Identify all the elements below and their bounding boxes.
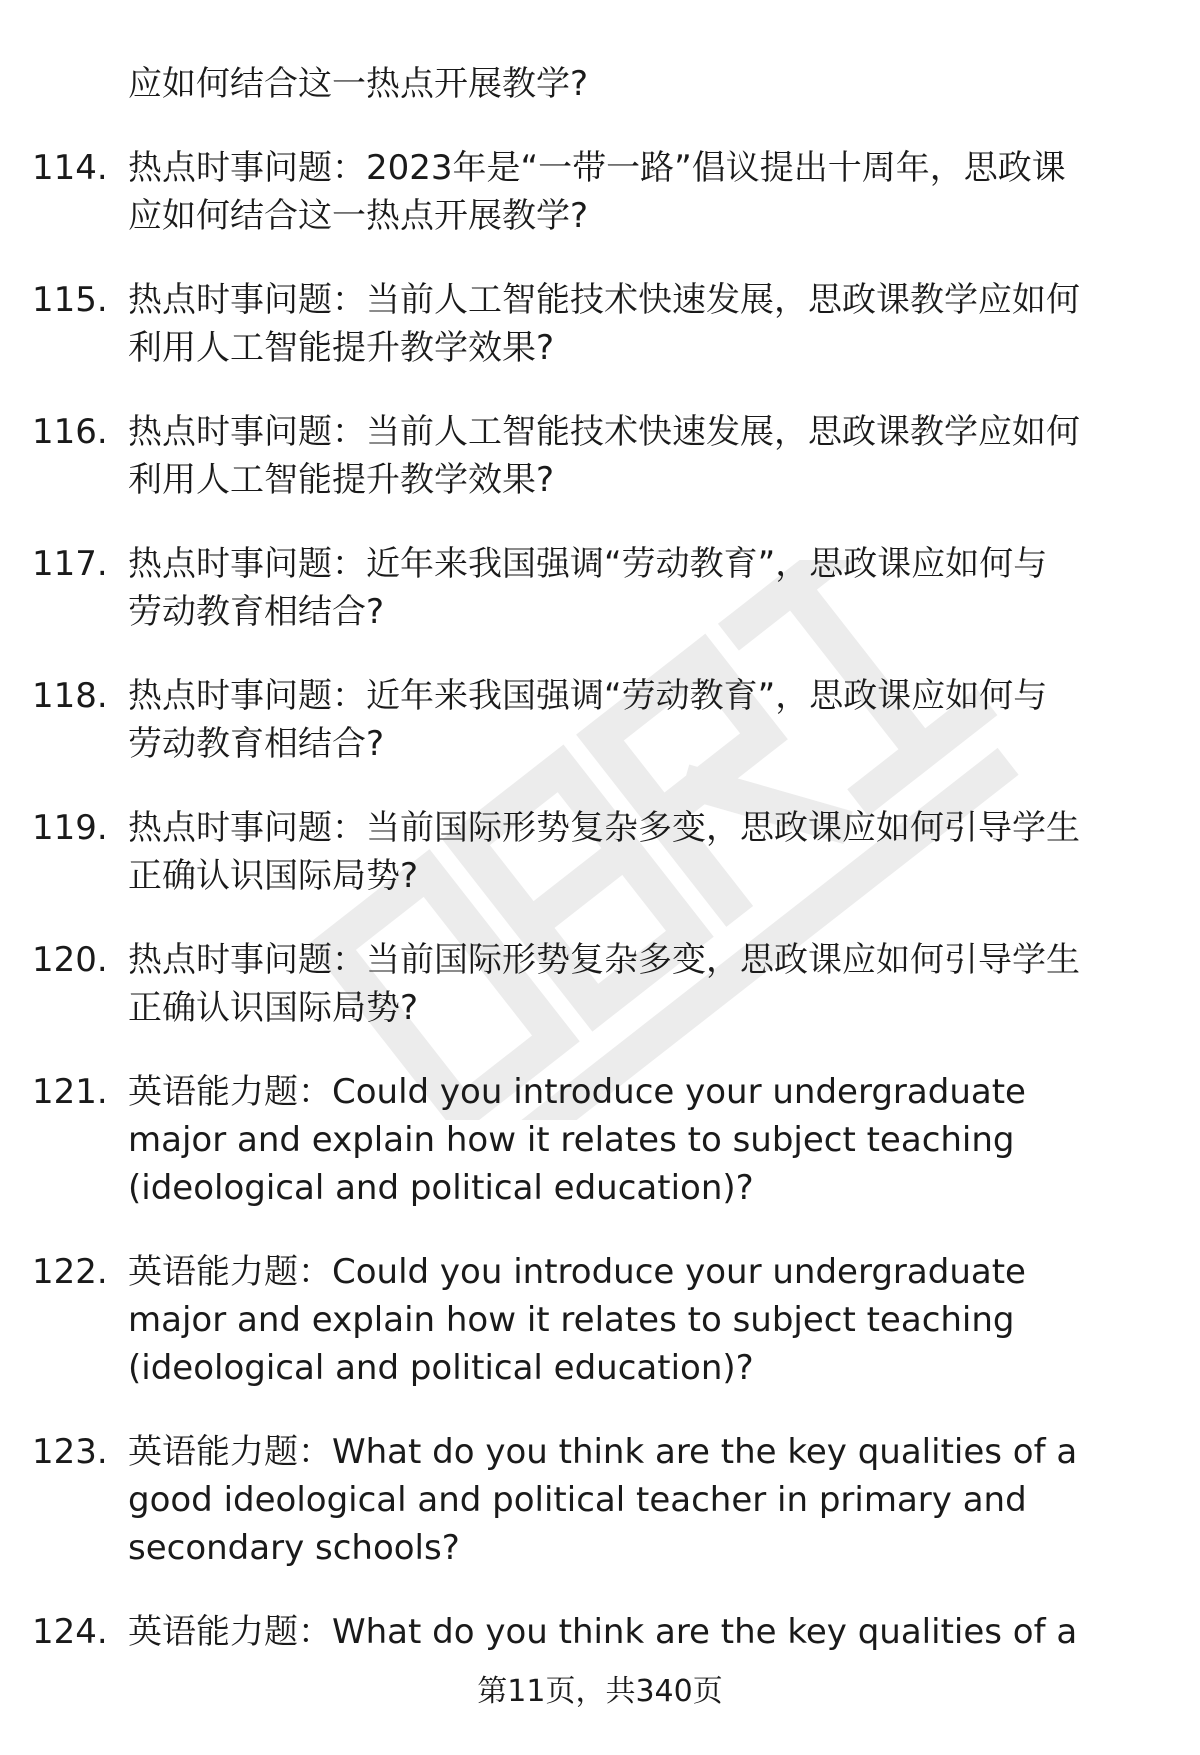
- item-text-line: 热点时事问题：近年来我国强调“劳动教育”，思政课应如何与: [128, 544, 1048, 584]
- item-text-line: major and explain how it relates to subject teaching: [128, 1120, 1015, 1160]
- list-item: [0, 1248, 1200, 1392]
- item-text: [128, 1608, 1158, 1656]
- item-text: [128, 144, 1158, 240]
- item-text-line: 热点时事问题：当前人工智能技术快速发展，思政课教学应如何: [128, 412, 1080, 452]
- item-text: [128, 1068, 1158, 1212]
- item-number: 119.: [32, 808, 108, 848]
- item-number: 124.: [32, 1612, 108, 1652]
- item-text-line: (ideological and political education)?: [128, 1348, 754, 1388]
- list-item: [0, 1428, 1200, 1572]
- item-number: 123.: [32, 1432, 108, 1472]
- item-text-line: 英语能力题：Could you introduce your undergraduate: [128, 1252, 1026, 1292]
- item-text-line: good ideological and political teacher in primary and: [128, 1480, 1027, 1520]
- item-text-line: major and explain how it relates to subject teaching: [128, 1300, 1015, 1340]
- item-text-line: secondary schools?: [128, 1528, 460, 1568]
- item-text-line: (ideological and political education)?: [128, 1168, 754, 1208]
- item-number: 117.: [32, 544, 108, 584]
- item-text-line: 正确认识国际局势?: [128, 988, 419, 1028]
- item-text-line: 劳动教育相结合?: [128, 592, 385, 632]
- item-number: 118.: [32, 676, 108, 716]
- item-number: 116.: [32, 412, 108, 452]
- list-item: [0, 276, 1200, 372]
- item-text: [128, 540, 1158, 636]
- page-number-footer: 第11页，共340页: [477, 1674, 723, 1709]
- item-text: [128, 408, 1158, 504]
- item-text-line: 英语能力题：What do you think are the key qualities of a: [128, 1612, 1078, 1652]
- item-text-line: 热点时事问题：近年来我国强调“劳动教育”，思政课应如何与: [128, 676, 1048, 716]
- list-item: [0, 408, 1200, 504]
- item-text: [128, 804, 1158, 900]
- list-item: [0, 1068, 1200, 1212]
- item-number: 120.: [32, 940, 108, 980]
- item-text: [128, 276, 1158, 372]
- item-number: 115.: [32, 280, 108, 320]
- item-text: [128, 936, 1158, 1032]
- item-text-line: 热点时事问题：2023年是“一带一路”倡议提出十周年，思政课: [128, 148, 1066, 188]
- list-item: [0, 1608, 1200, 1656]
- item-text-line: 热点时事问题：当前人工智能技术快速发展，思政课教学应如何: [128, 280, 1080, 320]
- item-text-line: 英语能力题：Could you introduce your undergraduate: [128, 1072, 1026, 1112]
- item-text-line: 英语能力题：What do you think are the key qualities of a: [128, 1432, 1078, 1472]
- item-text: [128, 1248, 1158, 1392]
- item-text-line: 利用人工智能提升教学效果?: [128, 460, 555, 500]
- item-text-line: 热点时事问题：当前国际形势复杂多变，思政课应如何引导学生: [128, 808, 1080, 848]
- item-text-line: 劳动教育相结合?: [128, 724, 385, 764]
- item-text-line: 正确认识国际局势?: [128, 856, 419, 896]
- question-list: [0, 60, 1200, 1656]
- list-item: [0, 144, 1200, 240]
- item-text-line: 热点时事问题：当前国际形势复杂多变，思政课应如何引导学生: [128, 940, 1080, 980]
- item-text: [128, 1428, 1158, 1572]
- item-text-line: 利用人工智能提升教学效果?: [128, 328, 555, 368]
- list-item: [0, 672, 1200, 768]
- list-item: [0, 804, 1200, 900]
- item-text: [128, 672, 1158, 768]
- continuation-line: 应如何结合这一热点开展教学?: [128, 64, 589, 104]
- item-text-line: 应如何结合这一热点开展教学?: [128, 196, 589, 236]
- item-number: 122.: [32, 1252, 108, 1292]
- list-item: [0, 936, 1200, 1032]
- item-number: 121.: [32, 1072, 108, 1112]
- item-number: 114.: [32, 148, 108, 188]
- list-item: [0, 540, 1200, 636]
